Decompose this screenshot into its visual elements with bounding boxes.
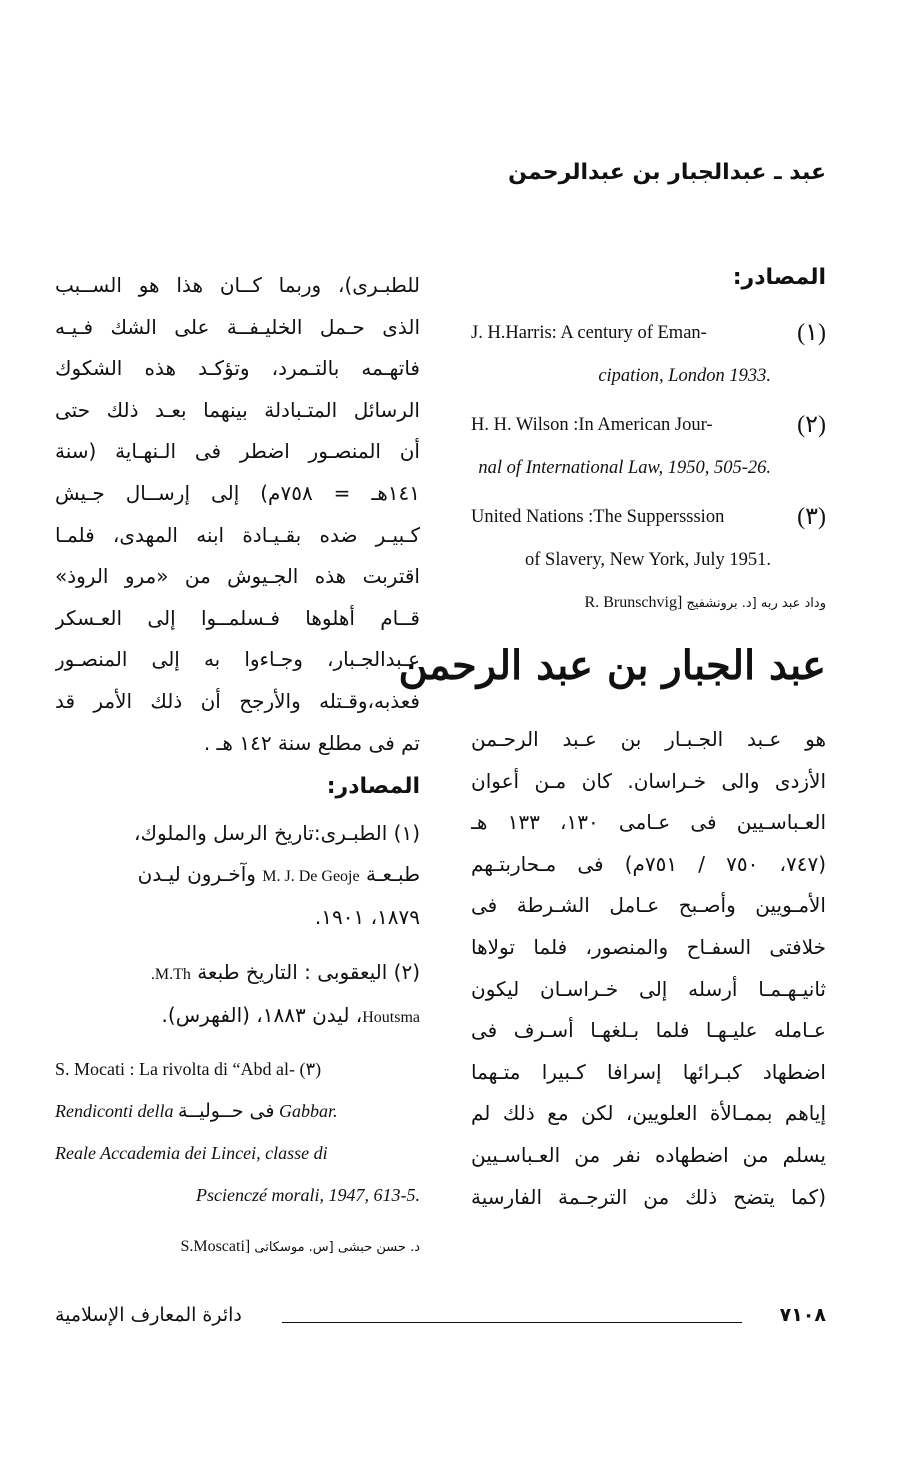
body-line: ١٤١هـ = ٧٥٨م) إلى إرســال جـيش — [55, 480, 420, 505]
reference-item — [471, 312, 826, 398]
reference-latin: M.Th. — [150, 966, 191, 984]
body-line: عـامله عليـهـا فلما بـلغهـا أسـرف فى — [471, 1018, 826, 1043]
body-line: الذى حـمل الخليـفــة على الشك فـيـه — [55, 314, 420, 339]
body-line: ثانيـهـمـا أرسله إلى خـراسـان ليكون — [471, 976, 826, 1001]
body-line: كـبيـر ضده بقـيـادة ابنه المهدى، فلمـا — [55, 522, 420, 547]
reference-item — [471, 404, 826, 490]
reference-text: طبـعـة — [365, 862, 420, 887]
body-line: خلافتى السفـاح والمنصور، فلما تولاها — [471, 934, 826, 959]
page-number: ٧١٠٨ — [779, 1304, 826, 1326]
reference-line: cipation, London 1933. — [598, 366, 771, 386]
body-line: العـباسـيين فى عـامى ١٣٠، ١٣٣ هـ — [471, 810, 826, 835]
body-line: (كما يتضح ذلك من الترجـمة الفارسية — [471, 1184, 826, 1209]
reference-latin: Rendiconti della — [55, 1101, 174, 1122]
article-body — [471, 719, 826, 1218]
sources-heading: المصادر: — [326, 774, 420, 800]
reference-latin: Houtsma — [362, 1009, 420, 1027]
reference-line — [55, 952, 420, 995]
reference-latin: M. J. De Geoje — [262, 868, 360, 886]
body-line: اقتربت هذه الجـيوش من «مرو الروذ» — [55, 564, 420, 589]
author-credit — [55, 1238, 420, 1256]
body-line: للطبـرى)، وربما كــان هذا هو الســبب — [55, 273, 420, 297]
body-line: أن المنصـور اضطر فى الـنهـاية (سنة — [55, 439, 420, 464]
footer-publication: دائرة المعارف الإسلامية — [55, 1304, 242, 1326]
article-title: عبد الجبار بن عبد الرحمن — [398, 642, 826, 689]
body-line: قــام أهلوها فـسلمــوا إلى العـسكر — [55, 605, 420, 630]
reference-text: (٢) اليعقوبى : التاريخ طبعة — [197, 960, 420, 985]
reference-number: (٢) — [797, 412, 826, 438]
credit-latin: R. Brunschvig] — [584, 594, 683, 611]
reference-line: Reale Accademia dei Lincei, classe di — [55, 1143, 328, 1164]
reference-line: ١٨٧٩، ١٩٠١. — [314, 905, 420, 930]
reference-text: ، ليدن ١٨٨٣، (الفهرس). — [161, 1003, 363, 1028]
credit-latin: S.Moscati] — [180, 1238, 251, 1256]
reference-latin: Gabbar. — [278, 1101, 338, 1122]
reference-line: S. Mocati : La rivolta di “Abd al- (٣) — [55, 1059, 322, 1080]
body-line: (٧٤٧، ٧٥٠ / ٧٥١م) فى مـحاربتـهم — [471, 851, 826, 876]
left-column — [55, 265, 420, 1256]
sources-heading: المصادر: — [732, 265, 826, 290]
body-line: عـبدالجـبار، وجـاءوا به إلى المنصـور — [55, 647, 420, 672]
reference-line — [55, 854, 420, 897]
credit-arabic: د. حسن حبشى [س. موسكاتى — [254, 1240, 420, 1256]
reference-item — [55, 952, 420, 1038]
reference-line: United Nations :The Suppersssion — [471, 507, 725, 527]
reference-line — [55, 1090, 420, 1132]
body-line: الأزدى والى خـراسان. كان مـن أعوان — [471, 768, 826, 793]
body-line: فعذبه،وقـتله والأرجح أن ذلك الأمر قد — [55, 688, 420, 713]
reference-number: (٣) — [797, 504, 826, 530]
reference-line: J. H.Harris: A century of Eman- — [471, 323, 707, 343]
reference-item — [471, 496, 826, 582]
reference-text: فى حــوليــة — [177, 1100, 275, 1123]
body-line: الرسائل المتـبادلة بينهما بعـد ذلك حتى — [55, 397, 420, 422]
article-body-continued — [55, 265, 420, 764]
author-credit — [471, 594, 826, 612]
reference-text: وآخـرون ليـدن — [137, 862, 256, 887]
body-line: اضطهاد كبـرائها إسرافا كـبيرا متـهما — [471, 1059, 826, 1084]
reference-line: nal of International Law, 1950, 505-26. — [478, 458, 771, 478]
reference-line: (١) الطبـرى:تاريخ الرسل والملوك، — [134, 821, 420, 846]
running-head: عبد ـ عبدالجبار بن عبدالرحمن — [508, 160, 826, 185]
footer-rule — [282, 1322, 742, 1323]
credit-arabic: وداد عبد ربه [د. برونشفيج — [686, 596, 826, 611]
reference-item — [55, 813, 420, 938]
right-column — [398, 265, 826, 1218]
reference-line: of Slavery, New York, July 1951. — [525, 550, 771, 570]
reference-item — [55, 1048, 420, 1216]
reference-number: (١) — [797, 320, 826, 346]
body-line: يسلم من اضطهاده نفر من العـباسـيين — [471, 1142, 826, 1167]
reference-line: Pscienczé morali, 1947, 613-5. — [196, 1185, 420, 1206]
body-line: هو عـبد الجـبـار بن عـبد الرحـمن — [471, 727, 826, 751]
body-line: فاتهـمه بالتـمرد، وتؤكـد هذه الشكوك — [55, 356, 420, 381]
reference-line: H. H. Wilson :In American Jour- — [471, 415, 713, 435]
body-line: تم فى مطلع سنة ١٤٢ هـ . — [203, 730, 420, 755]
body-line: إياهم بممـالأة العلويين، لكن مع ذلك لم — [471, 1101, 826, 1126]
reference-line — [55, 995, 420, 1038]
body-line: الأمـويين وأصـبح عـامل الشـرطة فى — [471, 893, 826, 918]
